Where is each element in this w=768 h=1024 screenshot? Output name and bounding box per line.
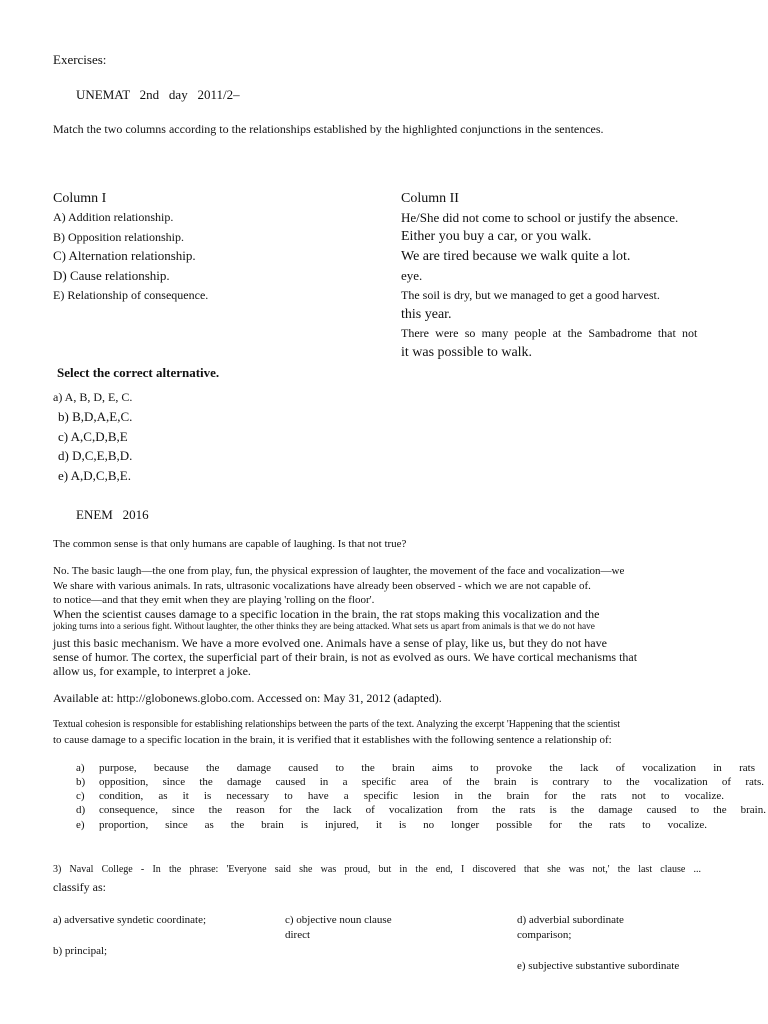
- column1-title: Column I: [53, 191, 107, 206]
- option2-letter: d): [76, 804, 86, 816]
- option2-letter: c): [76, 790, 85, 802]
- column2-line: this year.: [401, 307, 452, 322]
- enem-header: ENEM 2016: [76, 507, 149, 522]
- column2-line: eye.: [401, 268, 423, 283]
- column2-line: it was possible to walk.: [401, 345, 533, 360]
- column2-line: [401, 326, 718, 340]
- column1-item: E) Relationship of consequence.: [53, 288, 209, 302]
- column2-line-justified: There were so many people at the Sambadrome that not: [401, 326, 698, 340]
- column2-line: Either you buy a car, or you walk.: [401, 229, 592, 244]
- passage-line: When the scientist causes damage to a specific location in the brain, the rat stops making this vocalization and the: [53, 607, 600, 621]
- match-instruction: Match the two columns according to the relationships established by the highlighted conjunctions in the sentences.: [53, 122, 604, 136]
- option-item: e) A,D,C,B,E.: [58, 468, 131, 483]
- classify-as: classify as:: [53, 880, 106, 894]
- option3-c: c) objective noun clause: [285, 914, 392, 926]
- option3-e: e) subjective substantive subordinate: [517, 960, 680, 972]
- unemat-header: UNEMAT 2nd day 2011/2–: [76, 87, 240, 102]
- column1-item: A) Addition relationship.: [53, 210, 174, 224]
- option-item: a) A, B, D, E, C.: [53, 390, 133, 404]
- passage-line: sense of humor. The cortex, the superficial part of their brain, is not as evolved as ours. We have cortical mechanisms that: [53, 650, 638, 664]
- cohesion-text: Textual cohesion is responsible for establishing relationships between the parts of the text. Analyzing the excerpt 'Happening that the scientist: [53, 719, 621, 730]
- column2-line: We are tired because we walk quite a lot.: [401, 249, 631, 264]
- column1-item: C) Alternation relationship.: [53, 248, 196, 263]
- option2-letter: e): [76, 819, 85, 831]
- option3-a: a) adversative syndetic coordinate;: [53, 914, 207, 926]
- option2-letter: b): [76, 776, 86, 788]
- option2-letter: a): [76, 762, 85, 774]
- exercises-title: Exercises:: [53, 52, 107, 67]
- source-citation: Available at: http://globonews.globo.com. Accessed on: May 31, 2012 (adapted).: [53, 691, 442, 705]
- option2-text: consequence, since the reason for the lack of vocalization from the rats is the damage caused to the brain.: [99, 804, 766, 816]
- column2-title: Column II: [401, 191, 459, 206]
- passage-line: joking turns into a serious fight. Without laughter, the other thinks they are being attacked. What sets us apart from animals is that we do not have: [53, 622, 595, 632]
- option2-text: proportion, since as the brain is injured, it is no longer possible for the rats to vocalize.: [99, 819, 707, 831]
- column1-item: B) Opposition relationship.: [53, 230, 184, 244]
- column2-line: He/She did not come to school or justify the absence.: [401, 210, 679, 225]
- option3-d-cont: comparison;: [517, 929, 572, 941]
- passage-line: No. The basic laugh—the one from play, fun, the physical expression of laughter, the movement of the face and vocalization—we: [53, 565, 625, 577]
- passage-line: to notice—and that they emit when they are playing 'rolling on the floor'.: [53, 594, 375, 606]
- naval-question: 3) Naval College - In the phrase: 'Everyone said she was proud, but in the end, I discovered that she was not,' the last clause ...: [53, 864, 701, 875]
- passage-line: We share with various animals. In rats, ultrasonic vocalizations have already been observed - which we are not capable of.: [53, 580, 591, 592]
- option-item: d) D,C,E,B,D.: [58, 448, 133, 463]
- select-prompt: Select the correct alternative.: [57, 365, 220, 380]
- passage-line: allow us, for example, to interpret a joke.: [53, 664, 251, 678]
- option3-c-cont: direct: [285, 929, 311, 941]
- option-item: c) A,C,D,B,E: [58, 429, 128, 444]
- enem-question: The common sense is that only humans are capable of laughing. Is that not true?: [53, 538, 407, 550]
- option3-b: b) principal;: [53, 945, 108, 957]
- option-item: b) B,D,A,E,C.: [58, 409, 133, 424]
- column1-item: D) Cause relationship.: [53, 268, 170, 283]
- option2-text: opposition, since the damage caused in a specific area of the brain is contrary to the vocalization of rats.: [99, 776, 764, 788]
- passage-line: just this basic mechanism. We have a more evolved one. Animals have a sense of play, like us, but they do not have: [53, 636, 607, 650]
- column2-line: The soil is dry, but we managed to get a good harvest.: [401, 288, 660, 302]
- cohesion-text: to cause damage to a specific location in the brain, it is verified that it establishes with the following sentence a relationship of:: [53, 734, 612, 746]
- option3-d: d) adverbial subordinate: [517, 914, 624, 926]
- option2-text: purpose, because the damage caused to the brain aims to provoke the lack of vocalization in rats: [99, 762, 755, 774]
- option2-text: condition, as it is necessary to have a specific lesion in the brain for the rats not to vocalize.: [99, 790, 724, 802]
